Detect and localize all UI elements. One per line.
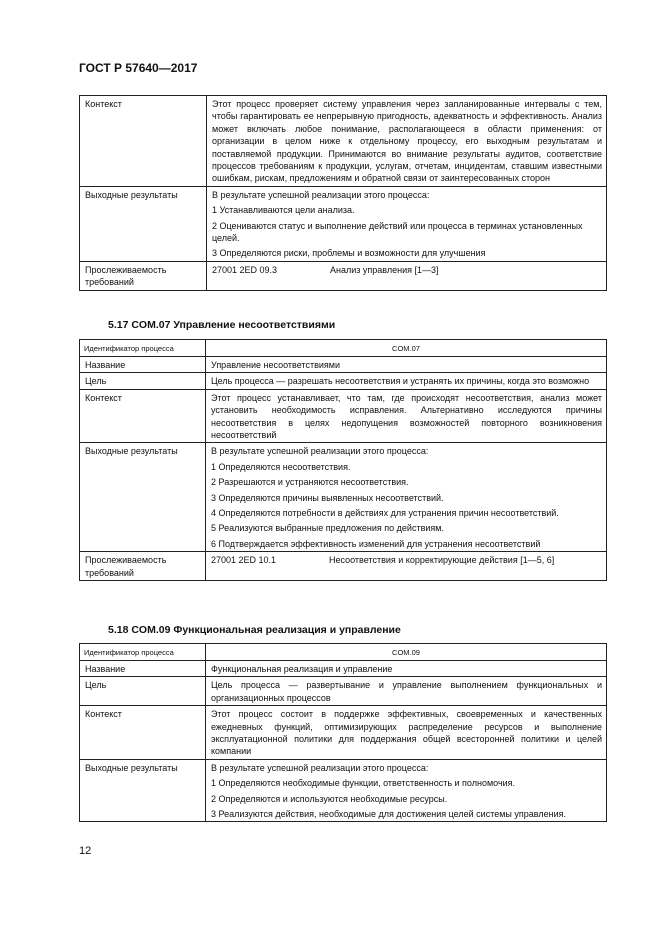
outputs-label: Выходные результаты	[80, 759, 206, 822]
goal-value: Цель процесса — развертывание и управление выполнением функциональных и организационных процессов	[206, 677, 607, 706]
table-row-traceability	[80, 261, 607, 290]
output-item: 5 Реализуются выбранные предложения по действиям.	[211, 523, 444, 534]
table-row-outputs	[80, 443, 607, 552]
table-com09	[79, 643, 607, 822]
traceability-text: Несоответствия и корректирующие действия [1—5, 6]	[329, 555, 555, 566]
table-row-context	[80, 96, 607, 187]
outputs-list	[207, 186, 607, 261]
context-text: Этот процесс проверяет систему управления через запланированные интервалы с тем, чтобы гарантировать ее непрерывную пригодность, адекватность и эффективность. Анализ может включать любое понимание, располагающееся в области применения: от организации в целом ниже к отдельному процессу, его выходным результатам и поставляемой продукции. Принимаются во внимание результаты аудитов, соответствие процессов требованиям к продукции, услугам, отчетам, инцидентам, ставшим известными ошибкам, рискам, предложениям и обратной связи от заинтересованных сторон	[207, 96, 607, 187]
traceability-code: 27001 2ED 10.1	[211, 555, 277, 566]
output-item: 1 Определяются несоответствия.	[211, 461, 351, 472]
table-row-id	[80, 644, 607, 661]
table-com07	[79, 339, 607, 581]
table-row-outputs	[80, 186, 607, 261]
output-intro: В результате успешной реализации этого процесса:	[211, 446, 429, 457]
goal-label: Цель	[80, 677, 206, 706]
id-value: COM.07	[206, 340, 607, 357]
table-row-goal	[80, 677, 607, 706]
goal-value: Цель процесса — разрешать несоответствия и устранять их причины, когда это возможно	[206, 373, 607, 389]
outputs-list	[206, 443, 607, 552]
output-item: 4 Определяются потребности в действиях для устранения причин несоответствий.	[211, 508, 559, 519]
output-item: 1 Определяются необходимые функции, ответственность и полномочия.	[211, 778, 516, 789]
id-value: COM.09	[206, 644, 607, 661]
name-label: Название	[80, 357, 206, 373]
outputs-list	[206, 759, 607, 822]
traceability-value	[206, 552, 607, 581]
output-item: 3 Реализуются действия, необходимые для достижения целей системы управления.	[211, 809, 566, 820]
output-item: 1 Устанавливаются цели анализа.	[212, 205, 355, 216]
table-row-outputs	[80, 759, 607, 822]
document-header: ГОСТ Р 57640—2017	[79, 61, 198, 75]
output-item: 2 Разрешаются и устраняются несоответствия.	[211, 477, 409, 488]
context-text: Этот процесс состоит в поддержке эффективных, своевременных и качественных ежедневных функций, оптимизирующих распределение ресурсов и выполнение эксплуатационной политики для поддержания общей всесторонней политики и целей компании	[206, 706, 607, 760]
id-label: Идентификатор процесса	[80, 340, 206, 357]
name-value: Функциональная реализация и управление	[206, 661, 607, 677]
outputs-label: Выходные результаты	[80, 186, 207, 261]
id-label: Идентификатор процесса	[80, 644, 206, 661]
output-item: 2 Определяются и используются необходимые ресурсы.	[211, 793, 448, 804]
traceability-label: Прослеживаемость требований	[80, 552, 206, 581]
name-value: Управление несоответствиями	[206, 357, 607, 373]
table-row-goal	[80, 373, 607, 389]
context-label: Контекст	[80, 706, 206, 760]
output-item: 3 Определяются причины выявленных несоответствий.	[211, 492, 444, 503]
table-row-traceability	[80, 552, 607, 581]
traceability-label: Прослеживаемость требований	[80, 261, 207, 290]
name-label: Название	[80, 661, 206, 677]
table-row-name	[80, 661, 607, 677]
section-title-com07: 5.17 COM.07 Управление несоответствиями	[108, 319, 336, 331]
traceability-value	[207, 261, 607, 290]
page-number: 12	[79, 845, 92, 857]
context-text: Этот процесс устанавливает, что там, где происходят несоответствия, анализ может установить необходимость исправления. Альтернативно исследуются причины несоответствия в целях недопущения возможностей повторного возникновения несоответствий	[206, 389, 607, 443]
output-intro: В результате успешной реализации этого процесса:	[212, 189, 430, 200]
output-item: 6 Подтверждается эффективность изменений для устранения несоответствий	[211, 538, 541, 549]
section-title-com09: 5.18 COM.09 Функциональная реализация и управление	[108, 624, 401, 636]
output-item: 2 Оцениваются статус и выполнение действий или процесса в терминах установленных целей.	[212, 220, 583, 244]
output-item: 3 Определяются риски, проблемы и возможности для улучшения	[212, 248, 486, 259]
table-row-context	[80, 706, 607, 760]
traceability-text: Анализ управления [1—3]	[330, 264, 439, 275]
table-row-id	[80, 340, 607, 357]
table-row-context	[80, 389, 607, 443]
table-row-name	[80, 357, 607, 373]
outputs-label: Выходные результаты	[80, 443, 206, 552]
table-review-continuation	[79, 95, 607, 291]
context-label: Контекст	[80, 389, 206, 443]
output-intro: В результате успешной реализации этого процесса:	[211, 762, 429, 773]
goal-label: Цель	[80, 373, 206, 389]
traceability-code: 27001 2ED 09.3	[212, 264, 278, 275]
context-label: Контекст	[80, 96, 207, 187]
